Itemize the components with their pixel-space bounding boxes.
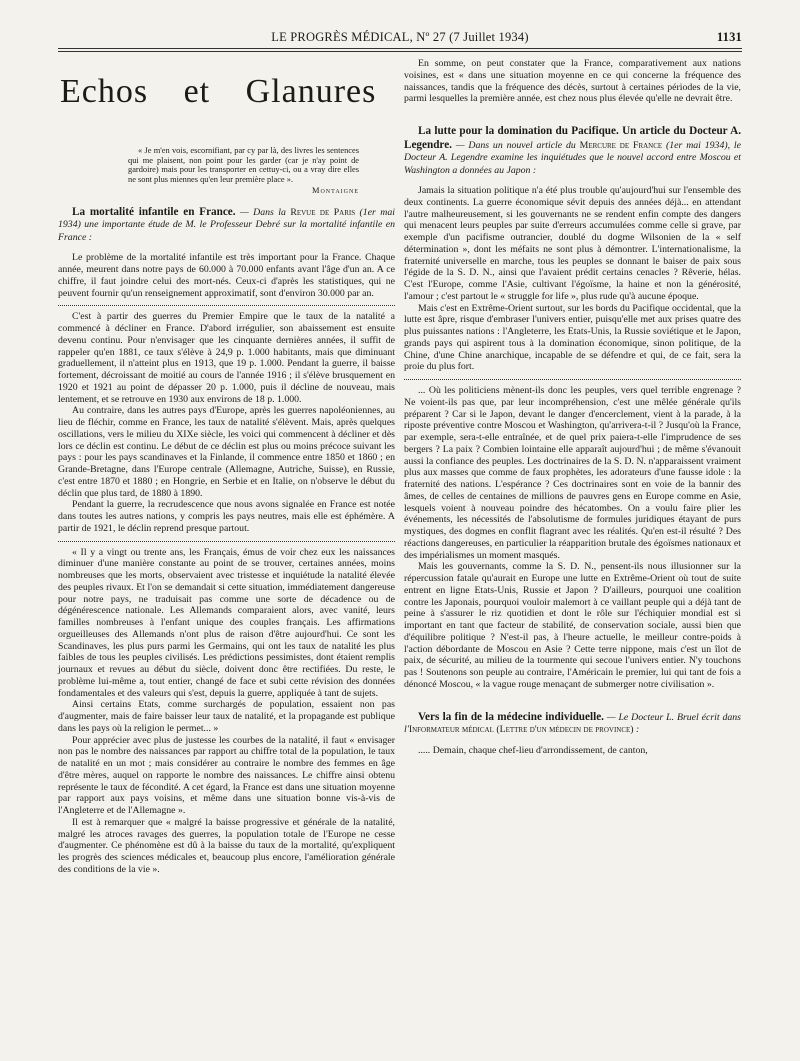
article-paragraph: Il est à remarquer que « malgré la baisse progressive et générale de la natalité, malgré les atroces ravages des guerres, la population totale de l'Europe ne cesse d'augmenter. Ce phénomène est dû à la baisse du taux de la mortalité, qu'expliquent les progrès des sciences médicales et, beaucoup plus encore, l'amélioration générale des conditions de la vie ». xyxy=(58,816,395,875)
article-paragraph: Ainsi certains Etats, comme surchargés de population, essaient non pas d'augmenter, mais de faire baisser leur taux de natalité, et la propagande est publique dans les pays où la religion le permet... » xyxy=(58,699,395,734)
page-number: 1131 xyxy=(716,30,742,44)
dotted-separator xyxy=(58,305,395,306)
article-title: Vers la fin de la médecine individuelle. xyxy=(418,710,604,723)
section-masthead: Echos et Glanures xyxy=(60,73,377,110)
article-paragraph: « Il y a vingt ou trente ans, les Français, émus de voir chez eux les naissances diminuer d'une manière constante au point de se trouver, certaines années, moins nombreuses que les morts, observaient avec tristesse et inquiétude la natalité élevée des peuples rivaux. Et l'on se demandait si cette situation, immédiatement dangereuse pour notre pays, ne traduisait pas comme une sorte de décadence ou de dégénérescence nationale. Les Allemands comparaient alors, avec vanité, leurs familles nombreuses à l'enfant unique des couples français. Les affirmations orgueilleuses des Allemands n'ont plus de raison d'être aujourd'hui. Ce sont les Scandinaves, les plus purs parmi les Germains, qui ont les taux de natalité les plus faibles de tous les peuples civilisés. Les prédictions pessimistes, dont étaient remplis journaux et revues au début du siècle, doivent donc être rectifiées. Du reste, le problème lui-même a, tout entier, changé de face et subi cette révision des données fondamentales et des valeurs qui s'est, depuis la guerre, appliquée à tant de sujets. xyxy=(58,546,395,699)
right-column xyxy=(404,58,741,756)
article-intro: : xyxy=(633,724,640,735)
epigraph-text: « Je m'en vois, escornifiant, par cy par là, des livres les sentences qui me plaisent, non point pour les garder (car je n'ay point de gardoire) mais pour les transporter en cettuy-ci, ou a vray dire elles ne sont plus miennes qu'en leur première place ». xyxy=(128,146,359,184)
article-intro: — Dans un nouvel article du xyxy=(451,139,580,151)
dotted-separator xyxy=(58,541,395,542)
article-source: Mercure de France xyxy=(579,139,663,151)
running-title: LE PROGRÈS MÉDICAL, Nº 27 (7 Juillet 1934) xyxy=(271,30,529,44)
epigraph-author: Montaigne xyxy=(312,186,359,196)
article-paragraph: C'est à partir des guerres du Premier Empire que le taux de la natalité a commencé à décliner en France. D'abord irrégulier, son abaissement est ensuite devenu continu. Pour n'envisager que les cinquante dernières années, il suffit de rappeler qu'en 1881, ce taux s'élève à 24,9 p. 1.000 habitants, mais que diminuant graduellement, il n'atteint plus en 1913, que 19 p. 1.000. Pendant la guerre, il baisse fortement, décroissant de moitié au cours de l'année 1916 ; il s'élève brusquement en 1920 et 1921 au point de dépasser 20 p. 1.000, puis il décline de nouveau, mais lentement, et se retrouve en 1930 aux environs de 18 p. 1.000. xyxy=(58,311,395,405)
article-paragraph: Mais les gouvernants, comme la S. D. N., pensent-ils nous illusionner sur la répercussion fatale qu'aurait en Europe une lutte en Extrême-Orient où tout de suite entrent en ligne Etats-Unis, Russie et Japon ? D'ailleurs, pourquoi une coalition contre les Japonais, pourquoi vouloir malemort à ce vaillant peuple qui a déjà tant de peine à s'assurer le riz quotidien et dont le rôle sur l'échiquier mondial est si important en tant que facteur de stabilité, de conservation sociale, aussi bien que d'équilibre politique ? N'est-il pas, à l'heure actuelle, le meilleur contre-poids à l'action débordante de Moscou en Asie ? Cette terre nippone, mais c'est un îlot de paix, de sécurité, au milieu de la tourmente qui secoue l'univers entier. N'y touchons pas ! Soutenons son peuple au contraire, l'Américain le premier, lui qui tant de fois a dénoncé Moscou, « la vague rouge menaçant de submerger notre civilisation ». xyxy=(404,561,741,690)
article-paragraph: ... Où les politiciens mènent-ils donc les peuples, vers quel terrible engrenage ? Ne voient-ils pas que, par leur incompréhension, c'est une mêlée générale qu'ils préparent ? Car si le Japon, devant le danger d'encerclement, vient à la parade, à la riposte préventive contre Moscou et Washington, qu'arrivera-t-il ? Jusqu'où la France, par exemple, sera-t-elle entraînée, et de quel prix paiera-t-elle l'imprudence de ses bergers ? La paix ? Combien lointaine elle apparaît aujourd'hui ; de même s'évanouit aussi la confiance des peuples. Les doctrinaires de la S. D. N. n'apparaissent vraiment plus aux masses que comme de faux prophètes, les adorateurs d'une fausse idole : la fraternité des nations. L'espérance ? Ces doctrinaires sont en voie de la bannir des âmes, de celles de centaines de millions de pauvres gens en Europe comme en Asie, lesquels voient à nouveau poindre des hécatombes. On a voulu faire plier les événements, les nécessités de l'absolutisme de formules juridiques étayant de purs mystiques, des dogmes en conflit flagrant avec les réalités. Qu'en est-il résulté ? Des réactions dangereuses, en particulier la réapparition brutale des égoïsmes nationaux et des impérialismes un moment masqués. xyxy=(404,385,741,561)
article-heading xyxy=(404,711,741,737)
article-intro: (1er mai 1934), le Docteur A. Legendre examine les inquiétudes que le nouvel accord entre Moscou et Washington a données au Japon : xyxy=(404,139,741,176)
dotted-separator xyxy=(404,379,741,380)
article-paragraph: ..... Demain, chaque chef-lieu d'arrondissement, de canton, xyxy=(418,744,648,756)
left-column xyxy=(58,58,395,876)
article-paragraph: Pour apprécier avec plus de justesse les courbes de la natalité, il faut « envisager non pas le nombre des naissances par rapport au chiffre total de la population, le taux de natalité en un mot ; mais considérer au contraire le nombre des femmes en âge d'être mères, auquel on rapporte le nombre des naissances. Le chiffre ainsi obtenu représente le taux de fécondité. A cet égard, la France est dans une situation moyenne par rapport aux pays voisins, et même dans une situation bonne vis-à-vis de l'Angleterre et de l'Allemagne ». xyxy=(58,734,395,817)
article-title: La mortalité infantile en France. xyxy=(72,205,236,218)
article-paragraph: Au contraire, dans les autres pays d'Europe, après les guerres napoléoniennes, au lieu de fléchir, comme en France, les taux de natalité s'élèvent. Mais, après quelques oscillations, vers le milieu du XIXe siècle, les voici qui commencent à décliner et dès lors ce déclin est continu. Le début de ce déclin est plus ou moins précoce suivant les pays : pour les pays scandinaves et la Finlande, il commence entre 1850 et 1860 ; en Grande-Bretagne, dans l'Europe centrale (Allemagne, Autriche, Suisse), en Russie, c'est entre 1870 et 1880 ; en Hongrie, en Serbie et en Italie, on n'observe le début du déclin que plus tard, de 1880 à 1890. xyxy=(58,405,395,499)
article-paragraph: Le problème de la mortalité infantile est très important pour la France. Chaque année, meurent dans notre pays de 60.000 à 70.000 enfants avant l'âge d'un an. A ce chiffre, il faut joindre celui des mort-nés. Ceux-ci d'après les statistiques, qui ne peuvent fournir qu'un renseignement approximatif, sont d'environ 30.000 par an. xyxy=(58,252,395,299)
header-rule xyxy=(58,48,742,52)
article-intro: — Le Docteur L. Bruel écrit dans l' xyxy=(404,711,741,735)
article-source: Informateur médical (Lettre d'un médecin de province) xyxy=(408,724,634,735)
article-paragraph: Pendant la guerre, la recrudescence que nous avons signalée en France est notée dans toutes les autres nations, y compris les pays neutres, mais elle est éphémère. A partir de 1921, le déclin reprend presque partout. xyxy=(58,499,395,534)
page-header xyxy=(58,30,742,48)
article-paragraph: En somme, on peut constater que la France, comparativement aux nations voisines, est « dans une situation moyenne en ce qui concerne la fréquence des naissances, tandis que la fréquence des décès, surtout à certaines périodes de la vie, parmi lesquelles la première année, est chez nous plus élevée qu'elle ne devrait être. xyxy=(404,58,741,105)
article-paragraph: Jamais la situation politique n'a été plus trouble qu'aujourd'hui sur l'ensemble des deux continents. La guerre économique sévit depuis des années déjà... en attendant l'autre malheureusement, si les gouvernants ne se rendent enfin compte des dangers qui menacent leurs peuples par suite d'erreurs accumulées comme celle si grave, par exemple d'un pacifisme outrancier, doublé du dogme Wilsonien de la « self détermination », dont les méfaits ne sont plus à démontrer. L'internationalisme, la fraternité universelle en marche, tous les peuples se donnant le baiser de paix sous l'égide de la S. D. N., ainsi que l'avaient prédit certains cenacles ? Rêverie, hélas. C'est l'Europe, comme l'Asie, cultivant l'égoïsme, la haine et non la générosité, l'amour ; c'est partout le « struggle for life », plus rude qu'à aucune époque. xyxy=(404,185,741,302)
article-title: La lutte pour la domination du Pacifique. Un article du Docteur A. Legendre. xyxy=(404,125,741,151)
epigraph xyxy=(128,146,359,196)
article-heading xyxy=(58,206,395,245)
article-intro: (1er mai 1934) une importante étude de M. le Professeur Debré sur la mortalité infantile en France : xyxy=(58,206,395,243)
article-source: Revue de Paris xyxy=(290,206,356,218)
article-heading xyxy=(404,125,741,177)
article-intro: — Dans la xyxy=(235,206,291,218)
article-paragraph: Mais c'est en Extrême-Orient surtout, sur les bords du Pacifique occidental, que la lutte est âpre, risque d'embraser l'univers entier, puisqu'elle met aux prises quatre des plus puissantes nations : l'Angleterre, les Etats-Unis, la Russie soviétique et le Japon, grands pays qui aspirent tous à la domination économique, sinon politique, de la Chine, d'une Chine anarchique, incapable de se défendre et qui, de ce fait, sera la proie du plus fort. xyxy=(404,302,741,373)
